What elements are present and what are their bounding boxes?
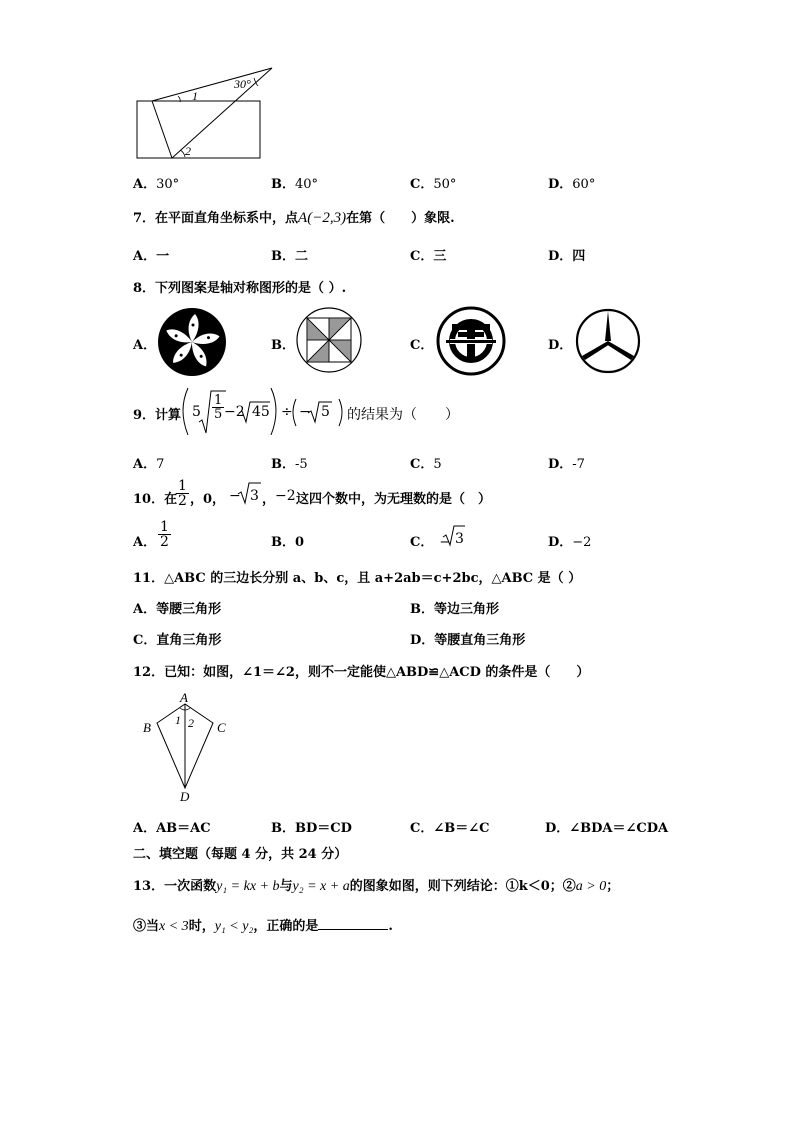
q7-stem: 7．在平面直角坐标系中，点A(−2,3)在第（ ）象限. <box>133 210 455 226</box>
q12-label-b: B <box>143 720 151 735</box>
q9-fraction: $\frac{1}{5}$ <box>214 393 223 422</box>
q9-radicand-45: 45 <box>252 404 270 420</box>
q6-option-c[interactable]: C．50° <box>410 177 457 192</box>
q13-cond-3: x < 3 <box>159 919 189 934</box>
q10-suffix: 这四个数中，为无理数的是（ ） <box>296 492 492 507</box>
q13-y2: y₂ = x + a <box>292 879 350 894</box>
q10-option-b[interactable]: B．0 <box>271 535 305 550</box>
q8-pinwheel-icon[interactable] <box>296 307 362 373</box>
q13-line-2: ③当x < 3时，y₁ < y₂，正确的是 . <box>133 919 393 934</box>
q12-option-d[interactable]: D．∠BDA＝∠CDA <box>545 821 669 836</box>
q10-mid2: ， <box>262 492 276 507</box>
q6-figure <box>0 0 794 170</box>
q12-label-2: 2 <box>188 716 194 730</box>
q9-option-d[interactable]: D．-7 <box>548 457 585 472</box>
q7-option-b[interactable]: B．二 <box>271 249 309 264</box>
q8-option-b-letter[interactable]: B． <box>271 338 295 353</box>
q9-divide: ÷ <box>281 404 293 420</box>
q12-option-c[interactable]: C．∠B＝∠C <box>410 821 490 836</box>
q10-option-d[interactable]: D．−2 <box>548 535 592 550</box>
q7-option-a[interactable]: A．一 <box>133 249 170 264</box>
q12-label-a: A <box>180 690 188 705</box>
q8-bauhinia-emblem-icon[interactable] <box>157 307 227 377</box>
q9-coef-5: 5 <box>192 404 201 420</box>
q8-three-pointed-star-icon[interactable] <box>575 308 641 374</box>
q11-option-d[interactable]: D．等腰直角三角形 <box>410 633 526 648</box>
q9-neg: − <box>299 404 311 420</box>
q10-prefix: 10．在 <box>133 492 178 507</box>
q6-angle-2-label: 2 <box>185 144 191 158</box>
q8-option-d-letter[interactable]: D． <box>548 338 573 353</box>
q7-option-c[interactable]: C．三 <box>410 249 447 264</box>
q9-suffix: 的结果为（ ） <box>347 407 459 423</box>
q12-option-a[interactable]: A．AB＝AC <box>133 821 211 836</box>
q10-radicand-3: 3 <box>250 488 259 504</box>
q10-half: $\frac{1}{2}$ <box>178 478 187 509</box>
q10-option-c[interactable]: C． − <box>410 535 451 550</box>
q9-option-c[interactable]: C．5 <box>410 457 442 472</box>
q10-option-a-fraction: $\frac{1}{2}$ <box>160 519 169 550</box>
q9-minus-2: −2 <box>224 404 245 420</box>
q13-y1: y₁ = kx + b <box>216 879 280 894</box>
q8-stem: 8．下列图案是轴对称图形的是（ ）. <box>133 281 347 296</box>
q6-option-a[interactable]: A．30° <box>133 177 180 192</box>
q10-option-a[interactable]: A． <box>133 535 157 550</box>
q12-option-b[interactable]: B．BD＝CD <box>271 821 352 836</box>
q6-angle-1-label: 1 <box>192 89 198 103</box>
q6-option-d[interactable]: D．60° <box>548 177 596 192</box>
q11-option-c[interactable]: C．直角三角形 <box>133 633 222 648</box>
q8-option-a-letter[interactable]: A． <box>133 338 157 353</box>
q9-option-a[interactable]: A．7 <box>133 457 165 472</box>
q12-label-1: 1 <box>175 713 181 727</box>
q12-label-d: D <box>180 789 190 804</box>
q10-mid: ，0， <box>190 492 226 507</box>
q10-neg2: −2 <box>275 488 296 504</box>
q11-option-a[interactable]: A．等腰三角形 <box>133 602 222 617</box>
q9-option-b[interactable]: B．-5 <box>271 457 308 472</box>
q12-figure <box>140 690 260 810</box>
q12-stem: 12．已知：如图，∠1＝∠2，则不一定能使△ABD≌△ACD 的条件是（ ） <box>133 665 590 680</box>
q7-option-d[interactable]: D．四 <box>548 249 586 264</box>
q8-railway-emblem-icon[interactable] <box>436 306 506 376</box>
q10-option-c-radicand: 3 <box>455 531 464 547</box>
q12-label-c: C <box>217 720 226 735</box>
q8-option-c-letter[interactable]: C． <box>410 338 434 353</box>
q6-option-b[interactable]: B．40° <box>271 177 319 192</box>
q11-stem: 11．△ABC 的三边长分别 a、b、c，且 a+2ab＝c+2bc，△ABC 是（ ） <box>133 571 582 586</box>
q10-neg-rad: − <box>229 488 241 504</box>
q9-radicand-5: 5 <box>321 404 330 420</box>
q13-line-1: 13．一次函数y₁ = kx + b与y₂ = x + a的图象如图，则下列结论：①k＜0；②a > 0； <box>133 879 620 894</box>
q13-answer-blank[interactable] <box>318 917 388 930</box>
q6-triangle <box>152 68 272 158</box>
section-2-title: 二、填空题（每题 4 分，共 24 分） <box>133 847 348 862</box>
q13-cond-2: a > 0 <box>575 879 607 894</box>
q6-angle-30-label: 30° <box>234 77 251 91</box>
q13-cond-3b: y₁ < y₂ <box>214 919 254 934</box>
q7-point: A(−2,3) <box>298 210 347 226</box>
q11-option-b[interactable]: B．等边三角形 <box>410 602 500 617</box>
